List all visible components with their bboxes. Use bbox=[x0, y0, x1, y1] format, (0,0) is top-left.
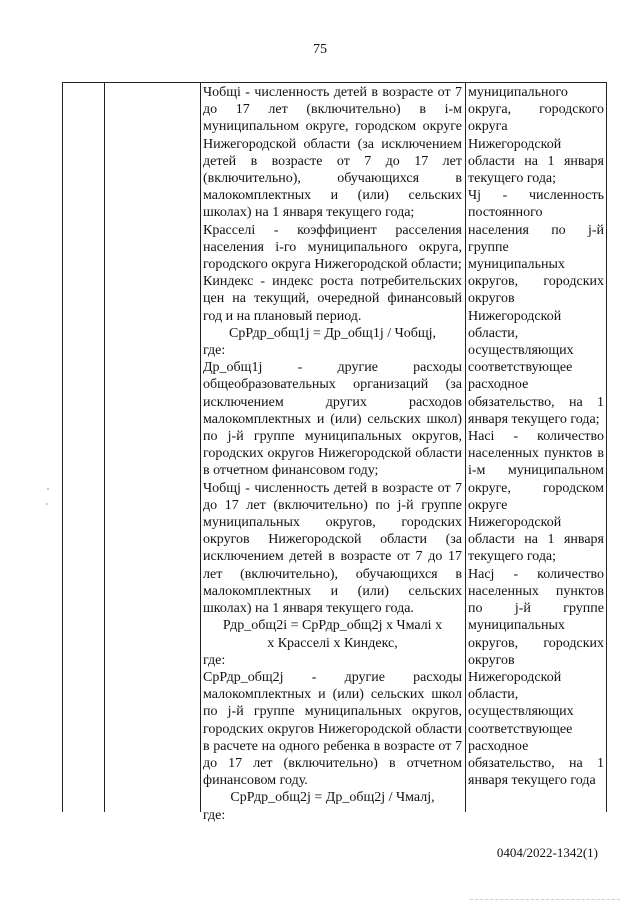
where-label-1: где: bbox=[203, 343, 226, 359]
paragraph-chobshj: Чобщj - численность детей в возрасте от 7 до 17 лет (включительно) по j-й группе муниципальных округов, городских округов Нижегородской области (за исключением детей в возрасте от 7 до 17 лет (включительно), обучающихся в малокомплектных и (или) сельских школах) на 1 января текущего года. bbox=[203, 480, 462, 617]
column-divider-1 bbox=[104, 83, 105, 812]
paragraph-chj: Чj - численность постоянного населения по j-й группе муниципальных округов, городских округов Нижегородской области, осуществляющих соответствующее расходное обязательство, на 1 января текущего года; bbox=[468, 188, 604, 427]
column-divider-2 bbox=[200, 83, 201, 812]
formula-srrdr-obsh2: СрРдр_общ2j = Др_общ2j / Чмалj, bbox=[230, 790, 435, 806]
formula-rdr-obsh2-line1: Рдр_общ2і = СрРдр_общ2j x Чмалі x bbox=[222, 618, 443, 634]
formula-rdr-obsh2-line2: x Красселі x Киндекс, bbox=[267, 635, 398, 651]
main-text-column bbox=[203, 84, 462, 824]
paragraph-krasseli: Красселі - коэффициент расселения населения і-го муниципального округа, городского округа Нижегородской области; bbox=[203, 222, 462, 273]
right-text-column bbox=[468, 84, 604, 789]
paragraph-srrdr-obsh2: СрРдр_общ2j - другие расходы малокомплектных и (или) сельских школ по j-й группе муниципальных округов, городских округов Нижегородской области в расчете на одного ребенка в возрасте от 7 до 17 лет (включительно) в отчетном финансовом году. bbox=[203, 669, 462, 789]
scan-artifact bbox=[47, 488, 49, 490]
formula-srrdr-obsh1: СрРдр_общ1j = Др_общ1j / Чобщj, bbox=[228, 325, 437, 341]
paragraph-nasi: Насі - количество населенных пунктов в і-м муниципальном округе, городском округе Нижегородской области на 1 января текущего года; bbox=[468, 429, 604, 565]
paragraph-dr-obsh1: Др_общ1j - другие расходы общеобразовательных организаций (за исключением других расходов малокомплектных и (или) сельских школ) по j-й группе муниципальных округов, городских округов Нижегородской области в отчетном финансовом году; bbox=[203, 360, 462, 479]
paragraph-kindeks: Киндекс - индекс роста потребительских цен на текущий, очередной финансовый год и на плановый период. bbox=[203, 274, 462, 324]
paragraph-chobshi: Чобщі - численность детей в возрасте от 7 до 17 лет (включительно) в і-м муниципальном округе, городском округе Нижегородской области (за исключением детей в возрасте от 7 до 17 лет (включительно), обучающихся в малокомплектных и (или) сельских школах) на 1 января текущего года; bbox=[203, 85, 462, 221]
where-label-2: где: bbox=[203, 652, 226, 668]
page-number: 75 bbox=[313, 42, 327, 57]
paragraph-nasj: Насj - количество населенных пунктов по j-й группе муниципальных округов, городских округов Нижегородской области, осуществляющих соответствующее расходное обязательство, на 1 января текущего года bbox=[468, 566, 604, 789]
scan-artifact bbox=[46, 503, 48, 505]
document-code: 0404/2022-1342(1) bbox=[496, 845, 598, 860]
document-table bbox=[62, 82, 607, 823]
where-label-3: где: bbox=[203, 807, 226, 823]
column-divider-3 bbox=[465, 83, 466, 812]
scan-artifact-bottom bbox=[470, 899, 620, 902]
paragraph-municipal-cont: муниципального округа, городского округа Нижегородской области на 1 января текущего года; bbox=[468, 85, 604, 187]
